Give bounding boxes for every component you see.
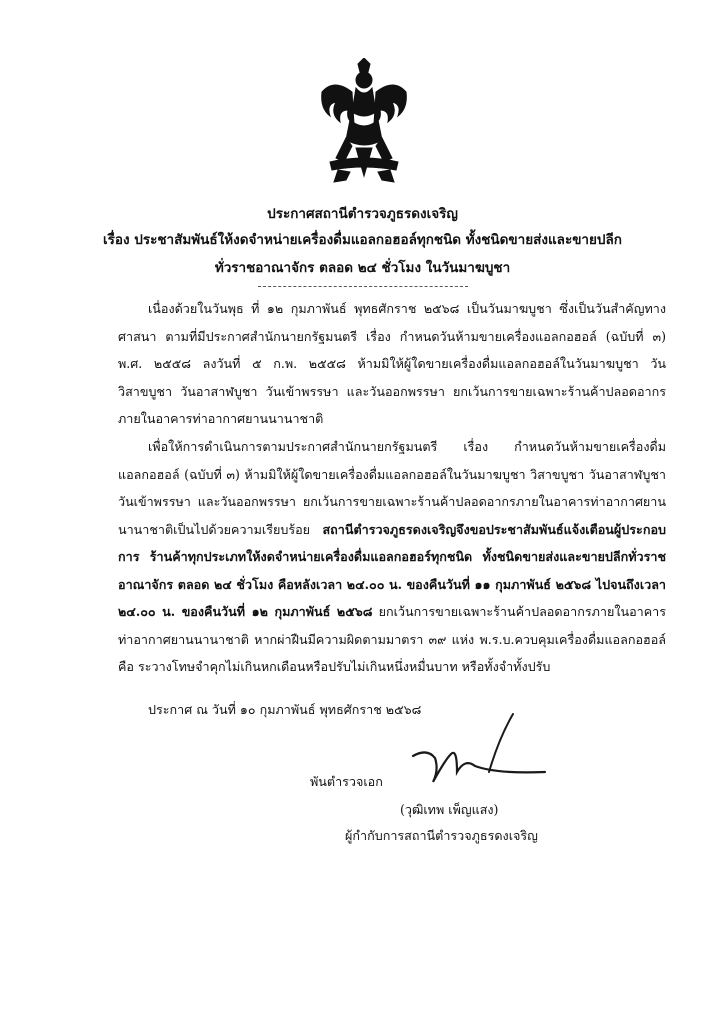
garuda-emblem-icon	[316, 58, 412, 186]
signer-rank: พันตำรวจเอก	[310, 774, 383, 789]
signer-position: ผู้กำกับการสถานีตำรวจภูธรดงเจริญ	[345, 828, 538, 843]
announcement-subject: เรื่อง ประชาสัมพันธ์ให้งดจำหน่ายเครื่องดื่มแอลกอฮอล์ทุกชนิด ทั้งชนิดขายส่งและขายปลีก	[103, 232, 622, 248]
title-divider	[258, 286, 468, 287]
announcement-subject-line2: ทั่วราชอาณาจักร ตลอด ๒๔ ชั่วโมง ในวันมาฆบูชา	[214, 260, 511, 276]
body-paragraph-2	[118, 433, 666, 681]
announcement-title: ประกาศสถานีตำรวจภูธรดงเจริญ	[267, 206, 458, 222]
paragraph-2-bold-notice: สถานีตำรวจภูธรดงเจริญจึงขอประชาสัมพันธ์แจ้งเตือนผู้ประกอบการ ร้านค้าทุกประเภทให้งดจำหน่ายเครื่องดื่มแอลกอฮอร์ทุกชนิด ทั้งชนิดขายส่งและขายปลีกทั่วราชอาณาจักร ตลอด ๒๔ ชั่วโมง คือหลังเวลา ๒๔.๐๐ น. ของคืนวันที่ ๑๑ กุมภาพันธ์ ๒๕๖๘ ไปจนถึงเวลา ๒๔.๐๐ น. ของคืนวันที่ ๑๒ กุมภาพันธ์ ๒๕๖๘	[118, 521, 666, 619]
signer-name: (วุฒิเทพ เพ็ญแสง)	[400, 802, 499, 817]
paragraph-2-intro: เพื่อให้การดำเนินการตามประกาศสำนักนายกรัฐมนตรี เรื่อง กำหนดวันห้ามขายเครื่องดื่มแอลกอฮอล์ (ฉบับที่ ๓) ห้ามมิให้ผู้ใดขายเครื่องดื่มแอลกอฮอล์ในวันมาฆบูชา วิสาขบูชา วันอาสาฬบูชา วันเข้าพรรษา และวันออกพรรษา ยกเว้นการขายเฉพาะร้านค้าปลอดอากรภายในอาคารท่าอากาศยานนานาชาติเป็นไปด้วยความเรียบร้อย	[118, 439, 666, 537]
handwritten-signature	[405, 708, 550, 793]
body-paragraph-1: เนื่องด้วยในวันพุธ ที่ ๑๒ กุมภาพันธ์ พุทธศักราช ๒๕๖๘ เป็นวันมาฆบูชา ซึ่งเป็นวันสำคัญทางศาสนา ตามที่มีประกาศสำนักนายกรัฐมนตรี เรื่อง กำหนดวันห้ามขายเครื่องแอลกอฮอล์ (ฉบับที่ ๓) พ.ศ. ๒๕๕๘ ลงวันที่ ๕ ก.พ. ๒๕๕๘ ห้ามมิให้ผู้ใดขายเครื่องดื่มแอลกอฮอล์ในวันมาฆบูชา วันวิสาขบูชา วันอาสาฬบูชา วันเข้าพรรษา และวันออกพรรษา ยกเว้นการขายเฉพาะร้านค้าปลอดอากรภายในอาคารท่าอากาศยานนานาชาติ	[118, 301, 666, 426]
announcement-date: ประกาศ ณ วันที่ ๑๐ กุมภาพันธ์ พุทธศักราช ๒๕๖๘	[148, 702, 422, 717]
paragraph-2-end: ยกเว้นการขายเฉพาะร้านค้าปลอดอากรภายในอาคารท่าอากาศยานนานาชาติ หากผ่าฝืนมีความผิดตามมาตรา ๓๙ แห่ง พ.ร.บ.ควบคุมเครื่องดื่มแอลกอฮอล์ คือ ระวางโทษจำคุกไม่เกินหกเดือนหรือปรับไม่เกินหนึ่งหมื่นบาท หรือทั้งจำทั้งปรับ	[118, 604, 666, 674]
